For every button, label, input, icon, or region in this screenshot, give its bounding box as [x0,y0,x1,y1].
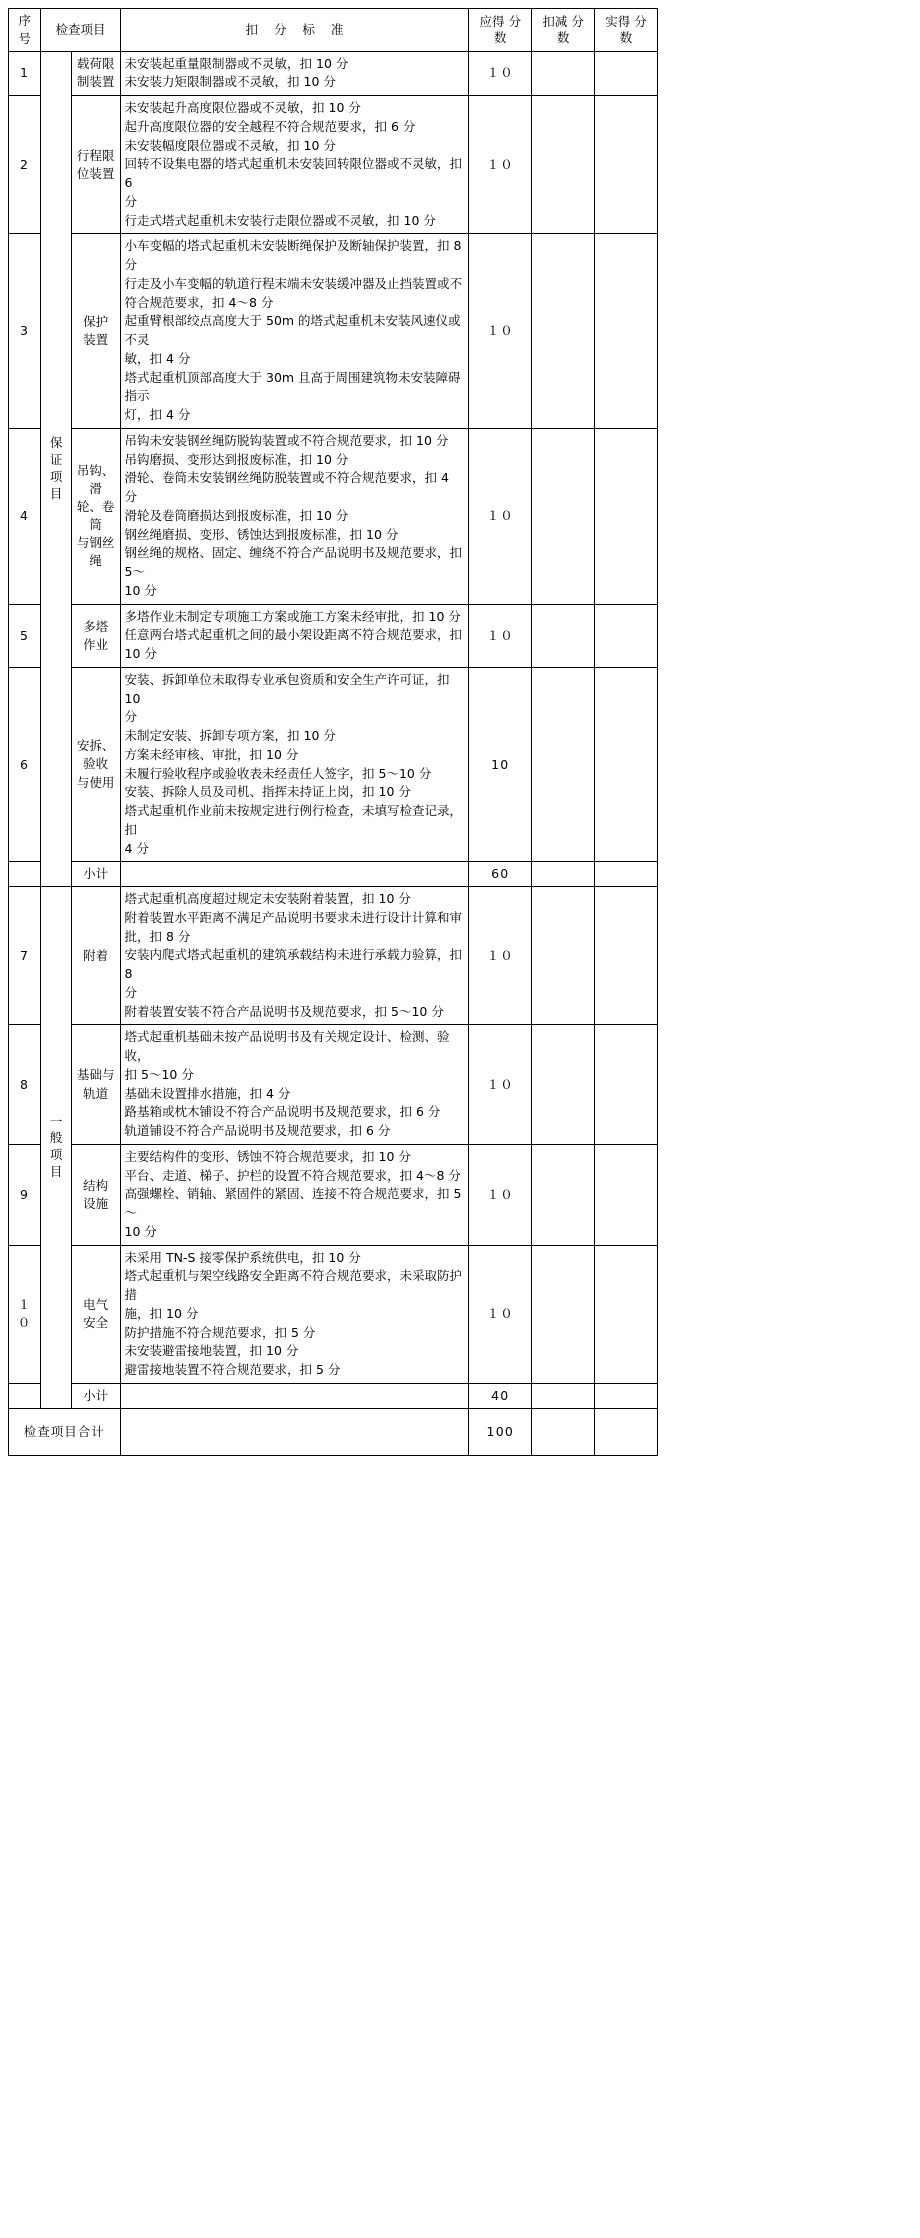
table-row [9,887,658,1025]
criteria-line: 10 分 [124,1223,157,1239]
table-row [9,1245,658,1383]
criteria-line: 敏，扣 4 分 [124,350,191,366]
row-item-line: 位装置 [76,165,115,181]
row-item [71,51,120,96]
row-actual-score[interactable] [595,887,658,1025]
group-label-general [41,887,71,1409]
criteria-line: 方案未经审核、审批，扣 10 分 [124,746,299,762]
row-deduct-score[interactable] [532,1025,595,1145]
row-deduct-score[interactable] [532,428,595,604]
row-due-score: 10 [469,667,532,862]
header-deduct-line2: 分数 [556,13,584,45]
row-item-line: 装置 [83,332,109,347]
row-criteria [120,1144,469,1245]
row-actual-score[interactable] [595,1144,658,1245]
criteria-line: 平台、走道、梯子、护栏的设置不符合规范要求，扣 4～8 分 [124,1167,461,1183]
criteria-line: 分 [124,193,138,209]
row-actual-score[interactable] [595,1025,658,1145]
row-item-line: 保护 [83,313,109,329]
row-due-score: １０ [469,887,532,1025]
criteria-line: 未安装避雷接地装置，扣 10 分 [124,1343,299,1359]
criteria-line: 附着装置安装不符合产品说明书及规范要求，扣 5～10 分 [124,1003,444,1019]
header-deduct-score [532,9,595,52]
row-criteria [120,96,469,234]
criteria-line: 行走式塔式起重机未安装行走限位器或不灵敏，扣 10 分 [124,212,436,228]
criteria-line: 小车变幅的塔式起重机未安装断绳保护及断轴保护装置，扣 8 分 [124,238,462,272]
criteria-line: 批，扣 8 分 [124,928,191,944]
row-item-line: 制装置 [76,74,115,90]
header-no: 序号 [9,9,41,52]
table-row [9,234,658,429]
criteria-line: 未安装起重量限制器或不灵敏，扣 10 分 [124,55,349,71]
criteria-line: 4 分 [124,840,149,856]
row-criteria [120,1245,469,1383]
group-char: 般 [49,1130,63,1146]
row-due-score: １０ [469,234,532,429]
total-due-score: 100 [469,1408,532,1455]
criteria-line: 钢丝绳磨损、变形、锈蚀达到报废标准，扣 10 分 [124,526,399,542]
row-criteria [120,604,469,667]
inspection-table [8,8,658,1456]
subtotal-due-score: 60 [469,862,532,887]
criteria-line: 扣 5～10 分 [124,1066,194,1082]
row-criteria [120,234,469,429]
criteria-line: 符合规范要求，扣 4～8 分 [124,294,274,310]
row-item-line: 结构 [83,1177,109,1193]
criteria-line: 起升高度限位器的安全越程不符合规范要求，扣 6 分 [124,118,416,134]
table-row [9,428,658,604]
row-item [71,887,120,1025]
row-item-line: 载荷限 [76,56,115,72]
table-row [9,96,658,234]
criteria-line: 安装内爬式塔式起重机的建筑承载结构未进行承载力验算，扣 8 [124,947,463,981]
criteria-line: 未采用 TN-S 接零保护系统供电，扣 10 分 [124,1249,361,1265]
row-item [71,1144,120,1245]
row-item-line: 多塔 [83,618,109,634]
subtotal-row-guarantee [9,862,658,887]
row-due-score: １０ [469,96,532,234]
row-item-line: 附着 [83,947,109,963]
criteria-line: 路基箱或枕木铺设不符合产品说明书及规范要求，扣 6 分 [124,1104,441,1120]
subtotal-label: 小计 [71,1383,120,1408]
row-deduct-score[interactable] [532,887,595,1025]
header-due-line1: 应得 [479,13,505,29]
criteria-line: 分 [124,984,138,1000]
group-char: 项 [49,1147,63,1163]
header-due-score [469,9,532,52]
row-criteria [120,887,469,1025]
group-char: 目 [49,485,63,501]
row-item-line: 行程限 [76,147,115,163]
subtotal-row-general [9,1383,658,1408]
subtotal-criteria [120,862,469,887]
criteria-line: 塔式起重机顶部高度大于 30m 且高于周围建筑物未安装障碍指示 [124,369,461,404]
row-deduct-score[interactable] [532,96,595,234]
criteria-line: 分 [124,709,138,725]
header-item: 检查项目 [41,9,120,52]
row-item-line: 作业 [83,636,109,652]
row-deduct-score[interactable] [532,1245,595,1383]
row-no: 9 [9,1144,41,1245]
group-char: 保 [49,435,63,450]
header-actual-line2: 分数 [619,13,647,45]
criteria-line: 未安装幅度限位器或不灵敏，扣 10 分 [124,137,336,153]
row-item-line: 安拆、 [76,738,115,754]
criteria-line: 吊钩磨损、变形达到报废标准，扣 10 分 [124,451,349,467]
row-criteria [120,667,469,862]
row-no: 2 [9,96,41,234]
row-due-score: １０ [469,51,532,96]
table-row [9,667,658,862]
criteria-line: 附着装置水平距离不满足产品说明书要求未进行设计计算和审 [124,909,463,925]
row-actual-score[interactable] [595,96,658,234]
subtotal-due-score: 40 [469,1383,532,1408]
criteria-line: 多塔作业未制定专项施工方案或施工方案未经审批，扣 10 分 [124,608,461,624]
subtotal-criteria [120,1383,469,1408]
subtotal-deduct-score[interactable] [532,1383,595,1408]
row-item-line: 电气 [83,1297,109,1312]
row-item-line: 基础与 [76,1067,115,1083]
row-no: 4 [9,428,41,604]
criteria-line: 基础未设置排水措施，扣 4 分 [124,1085,291,1101]
row-deduct-score[interactable] [532,234,595,429]
criteria-line: 高强螺栓、销轴、紧固件的紧固、连接不符合规范要求，扣 5～ [124,1186,462,1220]
table-row [9,1025,658,1145]
criteria-line: 未履行验收程序或验收表未经责任人签字，扣 5～10 分 [124,765,432,781]
row-actual-score[interactable] [595,51,658,96]
group-char: 目 [49,1164,63,1180]
criteria-line: 安装、拆除人员及司机、指挥未持证上岗，扣 10 分 [124,784,411,800]
row-actual-score[interactable] [595,667,658,862]
subtotal-deduct-score[interactable] [532,862,595,887]
criteria-line: 主要结构件的变形、锈蚀不符合规范要求，扣 10 分 [124,1148,411,1164]
row-item-line: 设施 [83,1195,109,1211]
criteria-line: 钢丝绳的规格、固定、缠绕不符合产品说明书及规范要求，扣 5～ [124,545,463,579]
row-item-line: 安全 [83,1315,109,1331]
row-due-score: １０ [469,1144,532,1245]
row-item-line: 吊钩、滑 [76,462,115,496]
total-deduct-score[interactable] [532,1408,595,1455]
row-no [9,1383,41,1408]
row-no: １０ [9,1245,41,1383]
header-row [9,9,658,52]
row-no: 7 [9,887,41,1025]
subtotal-label: 小计 [71,862,120,887]
criteria-line: 滑轮及卷筒磨损达到报废标准，扣 10 分 [124,507,349,523]
row-item [71,234,120,429]
row-criteria [120,428,469,604]
row-item-line: 与钢丝绳 [76,535,115,569]
header-actual-score [595,9,658,52]
row-no: 1 [9,51,41,96]
criteria-line: 轨道铺设不符合产品说明书及规范要求，扣 6 分 [124,1123,391,1138]
criteria-line: 未安装力矩限制器或不灵敏，扣 10 分 [124,74,336,90]
total-row [9,1408,658,1455]
criteria-line: 灯，扣 4 分 [124,407,191,422]
row-due-score: １０ [469,604,532,667]
row-actual-score[interactable] [595,1245,658,1383]
criteria-line: 未安装起升高度限位器或不灵敏，扣 10 分 [124,100,361,115]
row-criteria [120,51,469,96]
row-no: 8 [9,1025,41,1145]
row-deduct-score[interactable] [532,667,595,862]
table-row [9,604,658,667]
group-char: 一 [49,1113,63,1129]
row-due-score: １０ [469,1025,532,1145]
criteria-line: 吊钩未安装钢丝绳防脱钩装置或不符合规范要求，扣 10 分 [124,432,449,448]
total-label: 检查项目合计 [9,1408,121,1455]
row-actual-score[interactable] [595,234,658,429]
row-criteria [120,1025,469,1145]
criteria-line: 塔式起重机作业前未按规定进行例行检查，未填写检查记录，扣 [124,803,463,837]
row-item [71,1025,120,1145]
criteria-line: 10 分 [124,582,157,598]
row-no: 6 [9,667,41,862]
criteria-line: 施，扣 10 分 [124,1305,199,1321]
row-item [71,96,120,234]
row-due-score: １０ [469,428,532,604]
criteria-line: 防护措施不符合规范要求，扣 5 分 [124,1324,316,1340]
row-item-line: 验收 [83,756,109,772]
criteria-line: 安装、拆卸单位未取得专业承包资质和安全生产许可证，扣 10 [124,671,450,706]
header-deduct-line1: 扣减 [542,13,568,29]
criteria-line: 滑轮、卷筒未安装钢丝绳防脱装置或不符合规范要求，扣 4 分 [124,470,449,504]
criteria-line: 避雷接地装置不符合规范要求，扣 5 分 [124,1362,341,1377]
row-item [71,604,120,667]
table-body [9,51,658,1455]
criteria-line: 行走及小车变幅的轨道行程末端未安装缓冲器及止挡装置或不 [124,275,463,291]
row-item-line: 轮、卷筒 [76,499,115,533]
table-header [9,9,658,52]
criteria-line: 回转不设集电器的塔式起重机未安装回转限位器或不灵敏，扣 6 [124,156,463,190]
total-criteria [120,1408,469,1455]
criteria-line: 起重臂根部绞点高度大于 50m 的塔式起重机未安装风速仪或不灵 [124,313,461,347]
criteria-line: 塔式起重机与架空线路安全距离不符合规范要求，未采取防护措 [124,1268,463,1302]
group-char: 项 [49,468,63,484]
criteria-line: 塔式起重机基础未按产品说明书及有关规定设计、检测、验收， [124,1029,450,1063]
row-actual-score[interactable] [595,604,658,667]
row-item [71,1245,120,1383]
row-due-score: １０ [469,1245,532,1383]
row-deduct-score[interactable] [532,604,595,667]
header-criteria: 扣 分 标 准 [120,9,469,52]
criteria-line: 未制定安装、拆卸专项方案，扣 10 分 [124,728,336,743]
row-actual-score[interactable] [595,428,658,604]
criteria-line: 任意两台塔式起重机之间的最小架设距离不符合规范要求，扣 [124,627,463,643]
total-actual-score[interactable] [595,1408,658,1455]
row-item-line: 与使用 [76,774,115,790]
row-item [71,667,120,862]
row-deduct-score[interactable] [532,1144,595,1245]
row-no [9,862,41,887]
criteria-line: 10 分 [124,646,157,661]
criteria-line: 塔式起重机高度超过规定未安装附着装置，扣 10 分 [124,891,411,906]
row-no: 3 [9,234,41,429]
row-no: 5 [9,604,41,667]
header-due-line2: 分数 [494,13,522,45]
header-actual-line1: 实得 [605,13,631,29]
table-row [9,51,658,96]
row-deduct-score[interactable] [532,51,595,96]
group-char: 证 [49,451,63,467]
row-item [71,428,120,604]
group-label-guarantee [41,51,71,887]
table-row [9,1144,658,1245]
row-item-line: 轨道 [83,1085,109,1101]
subtotal-actual-score[interactable] [595,862,658,887]
subtotal-actual-score[interactable] [595,1383,658,1408]
